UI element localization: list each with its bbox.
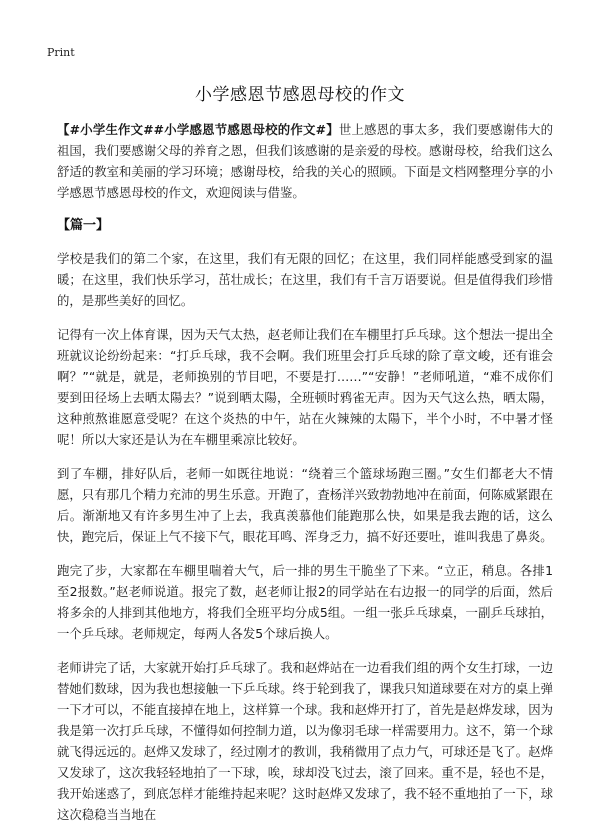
paragraph-5: 老师讲完了话，大家就开始打乒乓球了。我和赵烨站在一边看我们组的两个女生打球，一边替她们数球，因为我也想接触一下乒乓球。终于轮到我了，课我只知道球要在对方的桌上弹一下才可以，不能直接掉在地上，这样算一个球。我和赵烨开打了，首先是赵烨发球，因为我是第一次打乒乓球，不懂得如何控制力道，以为像羽毛球一样需要用力。这不，第一个球就飞得远远的。赵烨又发球了，经过刚才的教训，我稍微用了点力气，可球还是飞了。赵烨又发球了，这次我轻轻地拍了一下球，唉，球却没飞过去，滚了回来。重不是，轻也不是，我开始迷惑了，到底怎样才能维持起来呢？这时赵烨又发球了，我不轻不重地拍了一下，球这次稳稳当当地在 [57,660,553,822]
paragraph-2: 记得有一次上体育课，因为天气太热，赵老师让我们在车棚里打乒乓球。这个想法一提出全班就议论纷纷起来：“打乒乓球，我不会啊。我们班里会打乒乓球的除了章文峻，还有谁会啊？”“就是，就是，老师换别的节目吧，不要是打……”“安静！”老师吼道，“难不成你们要到田径场上去晒太陽去？”说到晒太陽，全班顿时鸦雀无声。因为天气这么热，晒太陽，这种煎熬谁愿意受呢？在这个炎热的中午，站在火辣辣的太陽下，半个小时，不中暑才怪呢！所以大家还是认为在车棚里乘凉比较好。 [57,327,553,447]
intro-text: 世上感恩的事太多，我们要感谢伟大的祖国，我们要感谢父母的养育之恩，但我们该感谢的是亲爱的母校。感谢母校，给我们这么舒适的教室和美丽的学习环境；感谢母校，给我的关心的照顾。下面是文档网整理分享的小学感恩节感恩母校的作文，欢迎阅读与借鉴。 [57,122,554,200]
paragraph-3: 到了车棚，排好队后，老师一如既往地说：“绕着三个篮球场跑三圈。”女生们都老大不情愿，只有那几个精力充沛的男生乐意。开跑了，査杨洋兴致勃勃地冲在前面，何陈威紧跟在后。渐渐地又有许多男生冲了上去，我真羡慕他们能跑那么快，如果是我去跑的话，这么快，跑完后，保证上气不接下气，眼花耳鸣、浑身乏力，搞不好还要吐，谁叫我患了鼻炎。 [57,466,553,544]
page-title: 小学感恩节感恩母校的作文 [195,85,405,105]
article-body [57,119,553,838]
intro-paragraph [57,119,553,203]
intro-tag: 【#小学生作文##小学感恩节感恩母校的作文#】 [57,122,339,137]
paragraph-1: 学校是我们的第二个家，在这里，我们有无限的回忆；在这里，我们同样能感受到家的温暖；在这里，我们快乐学习，茁壮成长；在这里，我们有千言万语要说。但是值得我们珍惜的，是那些美好的回忆。 [57,251,553,308]
print-link[interactable]: Print [47,46,75,59]
paragraph-4: 跑完了步，大家都在车棚里喘着大气，后一排的男生干脆坐了下来。“立正，稍息。各排1至2报数。”赵老师说道。报完了数，赵老师让报2的同学站在右边报一的同学的后面，然后将多余的人排到其他地方，将我们全班平均分成5组。一组一张乒乓球桌，一副乒乓球拍，一个乒乓球。老师规定，每两人各发5个球后换人。 [57,563,553,641]
section-heading: 【篇一】 [57,218,110,233]
